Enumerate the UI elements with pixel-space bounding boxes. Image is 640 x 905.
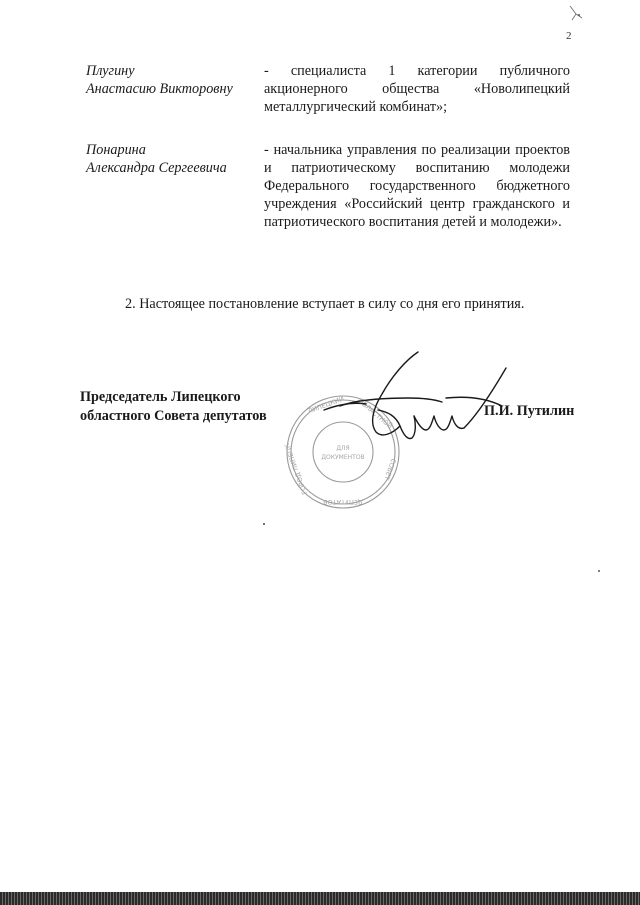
svg-text:ОБЛАСТНОЙ: ОБЛАСТНОЙ xyxy=(356,397,394,431)
appointee-entry xyxy=(86,141,586,251)
appointee-surname: Понарина xyxy=(86,142,146,158)
svg-text:ЛИПЕЦКИЙ: ЛИПЕЦКИЙ xyxy=(306,394,346,416)
svg-text:СОВЕТ: СОВЕТ xyxy=(382,457,398,481)
svg-text:ДЕПУТАТОВ: ДЕПУТАТОВ xyxy=(323,498,363,506)
scan-speck xyxy=(263,523,265,525)
appointee-entry xyxy=(86,62,586,122)
scan-speck xyxy=(598,570,600,572)
appointee-position: - начальника управления по реализации проектов и патриотическому воспитанию молодежи Федерального государственного бюджетного учреждения «Российский центр гражданского и патриотического воспитания детей и молодежи». xyxy=(264,142,570,230)
appointee-given-names: Анастасию Викторовну xyxy=(86,81,233,97)
signer-name: П.И. Путилин xyxy=(484,403,575,419)
signer-title-line: Председатель Липецкого xyxy=(80,389,241,405)
appointee-given-names: Александра Сергеевича xyxy=(86,160,227,176)
scan-speck xyxy=(578,14,580,16)
signer-title-line: областного Совета депутатов xyxy=(80,408,267,424)
appointee-name xyxy=(86,141,258,177)
svg-text:ДЛЯ: ДЛЯ xyxy=(336,445,350,452)
signer-title xyxy=(80,388,340,426)
decree-clause: 2. Настоящее постановление вступает в силу со дня его принятия. xyxy=(125,296,525,312)
svg-text:ДОКУМЕНТОВ: ДОКУМЕНТОВ xyxy=(321,454,365,461)
page-number: 2 xyxy=(566,30,572,42)
scan-bottom-edge xyxy=(0,892,640,905)
appointee-surname: Плугину xyxy=(86,63,135,79)
appointee-name xyxy=(86,62,258,98)
appointee-position: - специалиста 1 категории публичного акционерного общества «Новолипецкий металлургический комбинат»; xyxy=(264,63,570,115)
svg-text:ГОРОД ЛИПЕЦК: ГОРОД ЛИПЕЦК xyxy=(283,442,309,496)
